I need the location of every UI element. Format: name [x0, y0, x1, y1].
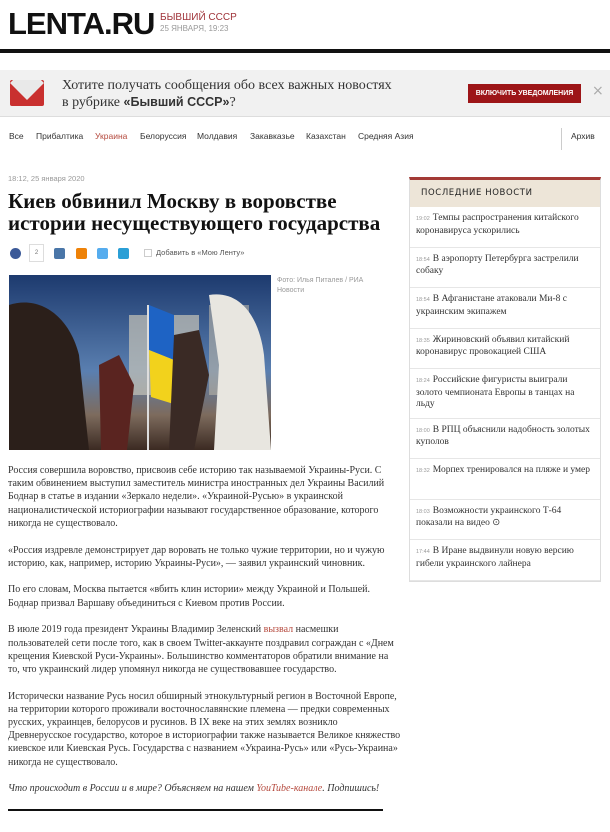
- paragraph: По его словам, Москва пытается «вбить клин истории» между Украиной и Польшей. Боднар призвал Варшаву объединиться с Киевом против России.: [8, 584, 371, 609]
- article-column: [8, 174, 402, 811]
- news-item[interactable]: [410, 419, 600, 460]
- news-item[interactable]: [410, 248, 600, 289]
- news-time: 18:32: [416, 468, 430, 474]
- article-media: [8, 275, 402, 450]
- nav-item-active[interactable]: Украина: [95, 131, 128, 141]
- news-time: 18:24: [416, 378, 430, 384]
- notification-banner: [0, 70, 610, 117]
- sidebar-title: ПОСЛЕДНИЕ НОВОСТИ: [410, 180, 600, 207]
- banner-text: [62, 78, 452, 111]
- divider: [561, 128, 562, 150]
- news-item[interactable]: [410, 288, 600, 329]
- rubric-date: 25 ЯНВАРЯ, 19:23: [160, 24, 229, 33]
- news-item[interactable]: [410, 207, 600, 248]
- text: В июле 2019 года президент Украины Владимир Зеленский: [8, 624, 264, 636]
- nav-item[interactable]: Прибалтика: [36, 131, 84, 141]
- article-date: 18:12, 25 января 2020: [8, 174, 85, 183]
- youtube-link[interactable]: YouTube-канале: [256, 783, 323, 795]
- news-headline[interactable]: Российские фигуристы выиграли золото чемпионата Европы в танцах на льду: [416, 375, 575, 409]
- nav-item[interactable]: Молдавия: [197, 131, 238, 141]
- news-time: 18:54: [416, 256, 430, 263]
- add-to-my-lenta-label[interactable]: Добавить в «Мою Ленту»: [156, 248, 245, 257]
- article-body: [8, 464, 402, 796]
- news-headline[interactable]: Морпех тренировался на пляже и умер: [432, 465, 591, 475]
- nav-item[interactable]: Средняя Азия: [358, 131, 414, 141]
- banner-line1: Хотите получать сообщения обо всех важных новостях: [62, 78, 392, 93]
- nav-item[interactable]: Все: [9, 131, 24, 141]
- banner-rubric: «Бывший СССР»: [123, 95, 230, 109]
- article-title: Киев обвинил Москву в воровстве истории несуществующего государства: [8, 189, 381, 235]
- inline-link[interactable]: вызвал: [263, 624, 294, 636]
- photo-illustration: [9, 275, 271, 450]
- paragraph: Россия совершила воровство, присвоив себе историю так называемой Украины-Руси. С таким обвинением выступил заместитель министра иностранных дел Украины Василий Боднар в статье в издании «Зеркало недели». «Украиной-Русью» в украинской националистической историографии называют государственное образование, которого никогда не существовало.: [8, 465, 385, 529]
- rubric-title[interactable]: БЫВШИЙ СССР: [160, 12, 237, 23]
- article-photo: [9, 275, 271, 450]
- paragraph: [8, 782, 402, 795]
- news-headline[interactable]: Жириновский объявил китайский коронавирус провокацией США: [416, 334, 570, 357]
- vk-icon[interactable]: [54, 248, 65, 259]
- news-item[interactable]: [410, 540, 600, 581]
- section-nav: [0, 128, 610, 148]
- news-item[interactable]: [410, 369, 600, 419]
- close-icon[interactable]: ×: [592, 83, 604, 99]
- odnoklassniki-icon[interactable]: [76, 248, 87, 259]
- paragraph: «Россия издревле демонстрирует дар воровать не только чужие территории, но и чужую историю, как, например, историю Украины-Руси», — заявил украинский чиновник.: [8, 544, 385, 569]
- news-list: [410, 207, 600, 581]
- archive-link[interactable]: Архив: [571, 131, 595, 141]
- nav-item[interactable]: Белоруссия: [140, 131, 187, 141]
- paragraph: Исторически название Русь носил обширный этнокультурный регион в Восточной Европе, на территории которого проживали восточнославянские племена — предки современных русских, украинцев, белорусов и русинов. В IX веке на этих землях возникло Древнерусское государство, которое в историографии также называется Великое княжество киевское или Киевская Русь. Государства с названием «Украина-Русь» или «Русь-Украина» никогда не существовало.: [8, 690, 401, 768]
- share-bar: [8, 244, 402, 264]
- text: насмешки пользователей сети после того, как в своем Twitter-аккаунте поздравил сограждан с «Днем крещения Киевской Руси-Украины». Большинство комментаторов обратили внимание на то, что украинский лидер упомянул никогда не существовавшее государство.: [8, 624, 394, 675]
- news-time: 18:00: [416, 427, 430, 434]
- add-to-my-lenta-checkbox[interactable]: [144, 249, 152, 257]
- news-item[interactable]: [410, 459, 600, 500]
- news-item[interactable]: [410, 329, 600, 370]
- text: Что происходит в России и в мире? Объясняем на нашем: [8, 783, 257, 795]
- news-headline[interactable]: Темпы распространения китайского коронавируса ускорились: [416, 213, 579, 236]
- banner-post: ?: [229, 95, 236, 110]
- nav-item[interactable]: Казахстан: [306, 131, 346, 141]
- latest-news-sidebar: [409, 177, 601, 582]
- nav-item[interactable]: Закавказье: [250, 131, 295, 141]
- news-headline[interactable]: В Иране выдвинули новую версию гибели украинского лайнера: [416, 546, 574, 569]
- news-item[interactable]: [410, 500, 600, 541]
- twitter-icon[interactable]: [97, 248, 108, 259]
- lenta-logo[interactable]: LENTA.RU: [8, 6, 155, 41]
- news-time: 18:54: [416, 297, 430, 303]
- telegram-icon[interactable]: [118, 248, 129, 259]
- paragraph: [8, 623, 402, 676]
- news-time: 18:35: [416, 337, 430, 344]
- news-headline[interactable]: В РПЦ объяснили надобность золотых куполов: [416, 424, 590, 447]
- news-headline[interactable]: Возможности украинского Т-64 показали на видео ⊙: [416, 505, 562, 528]
- text: . Подпишись!: [322, 783, 380, 795]
- photo-caption: Фото: Илья Питалев / РИА Новости: [277, 277, 364, 294]
- news-time: 18:03: [416, 508, 430, 515]
- envelope-icon: [10, 80, 44, 106]
- enable-notifications-button[interactable]: ВКЛЮЧИТЬ УВЕДОМЛЕНИЯ: [468, 84, 581, 103]
- banner-pre: в рубрике: [62, 95, 124, 110]
- news-time: 19:02: [416, 216, 430, 222]
- facebook-icon[interactable]: [10, 248, 21, 259]
- news-time: 17:44: [416, 549, 430, 555]
- share-count: 2: [29, 244, 44, 262]
- news-headline[interactable]: В аэропорту Петербурга застрелили собаку: [416, 253, 579, 276]
- news-headline[interactable]: В Афганистане атаковали Ми-8 с украинским экипажем: [416, 294, 568, 317]
- divider: [8, 809, 383, 811]
- divider: [0, 49, 610, 53]
